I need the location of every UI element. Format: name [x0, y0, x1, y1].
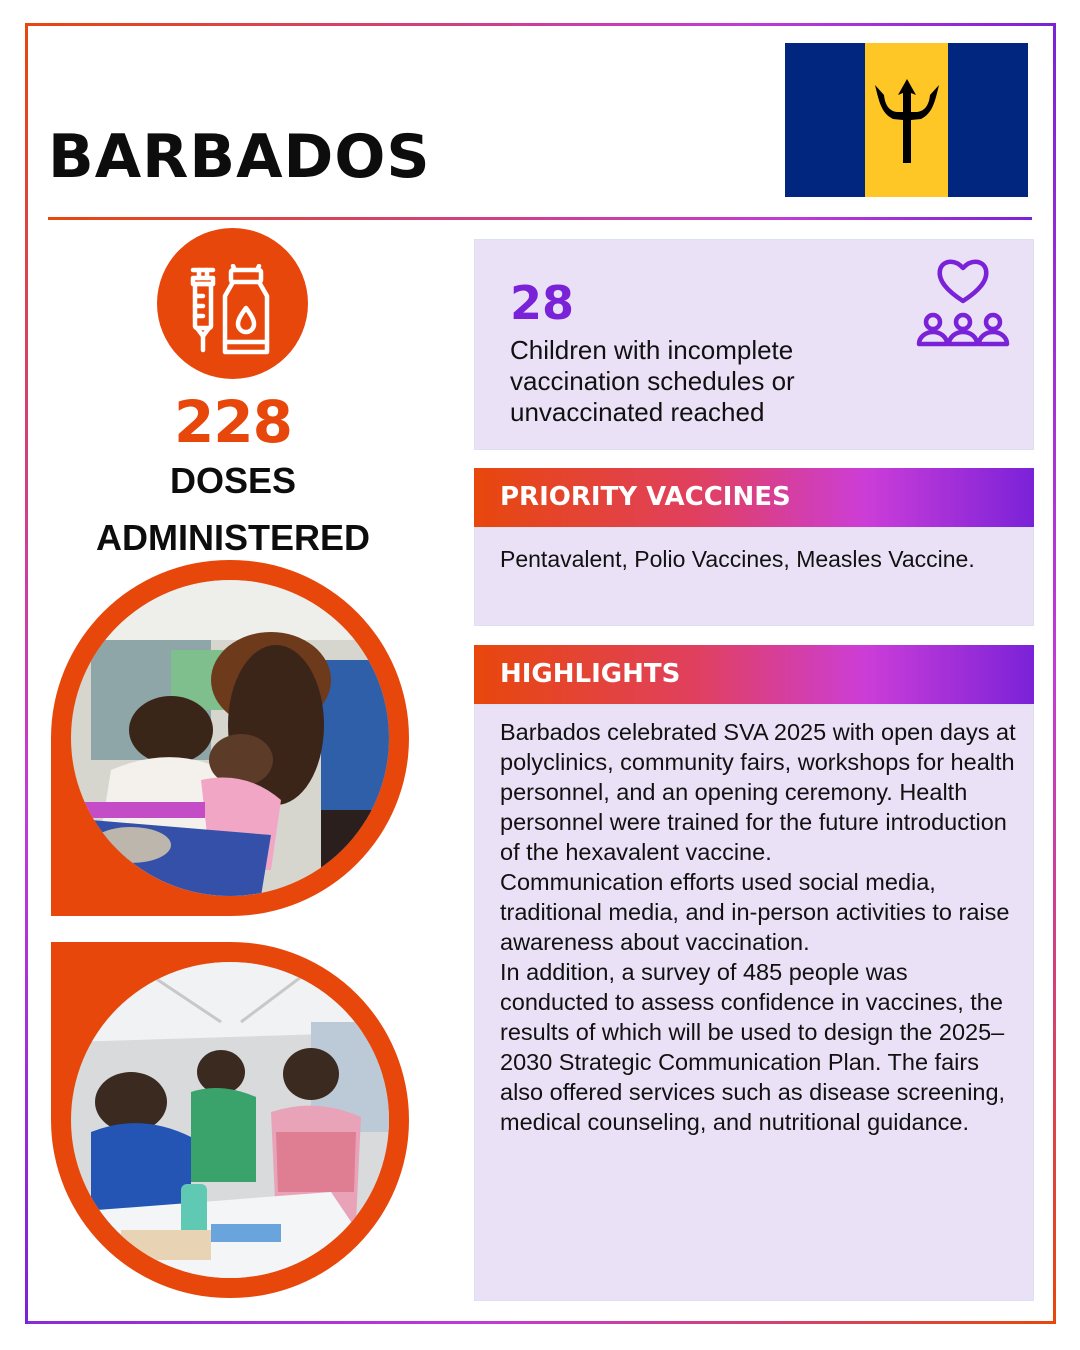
country-title: BARBADOS [48, 122, 431, 192]
community-heart-icon [916, 256, 1011, 351]
frame-bottom-border [25, 1321, 1056, 1324]
priority-vaccines-title: PRIORITY VACCINES [500, 482, 791, 512]
priority-vaccines-text: Pentavalent, Polio Vaccines, Measles Vaccine. [500, 546, 975, 572]
flag-band-center [865, 43, 948, 197]
header-divider [48, 217, 1032, 220]
highlights-paragraph: In addition, a survey of 485 people was conducted to assess confidence in vaccines, the results of which will be used to design the 2025–2030 Strategic Communication Plan. The fairs also offered services such as disease screening, medical counseling, and nutritional guidance. [500, 959, 1006, 1135]
priority-vaccines-card [474, 527, 1034, 626]
highlights-title: HIGHLIGHTS [500, 659, 681, 689]
highlights-text [500, 717, 1020, 1137]
flag-band-right [948, 43, 1028, 197]
highlights-paragraph: Communication efforts used social media, traditional media, and in-person activities to raise awareness about vaccination. [500, 869, 1010, 955]
photo-frame-bottom [51, 942, 409, 1298]
doses-label-line1: DOSES [169, 460, 297, 501]
vaccination-photo-mother-child [71, 580, 389, 896]
doses-label-line2: ADMINISTERED [95, 517, 370, 558]
vaccination-photo-health-fair [71, 962, 389, 1278]
frame-left-border [25, 23, 28, 1324]
highlights-paragraph: Barbados celebrated SVA 2025 with open days at polyclinics, community fairs, workshops for health personnel, and an opening ceremony. Health personnel were trained for the future introduction of the hexavalent vaccine. [500, 719, 1016, 865]
priority-vaccines-header [474, 468, 1034, 527]
highlights-header [474, 645, 1034, 704]
vaccine-syringe-bottle-icon [185, 264, 281, 360]
trident-icon [867, 79, 947, 165]
doses-number: 228 [173, 388, 293, 456]
children-reached-card [474, 239, 1034, 450]
barbados-flag-icon [785, 43, 1028, 197]
frame-right-border [1053, 23, 1056, 1324]
vaccine-icon-badge [157, 228, 308, 379]
children-reached-description: Children with incomplete vaccination schedules or unvaccinated reached [510, 335, 795, 427]
doses-label [48, 452, 418, 566]
children-reached-number: 28 [510, 276, 575, 330]
frame-top-border [25, 23, 1056, 26]
highlights-card [474, 704, 1034, 1301]
flag-band-left [785, 43, 865, 197]
photo-frame-top [51, 560, 409, 916]
